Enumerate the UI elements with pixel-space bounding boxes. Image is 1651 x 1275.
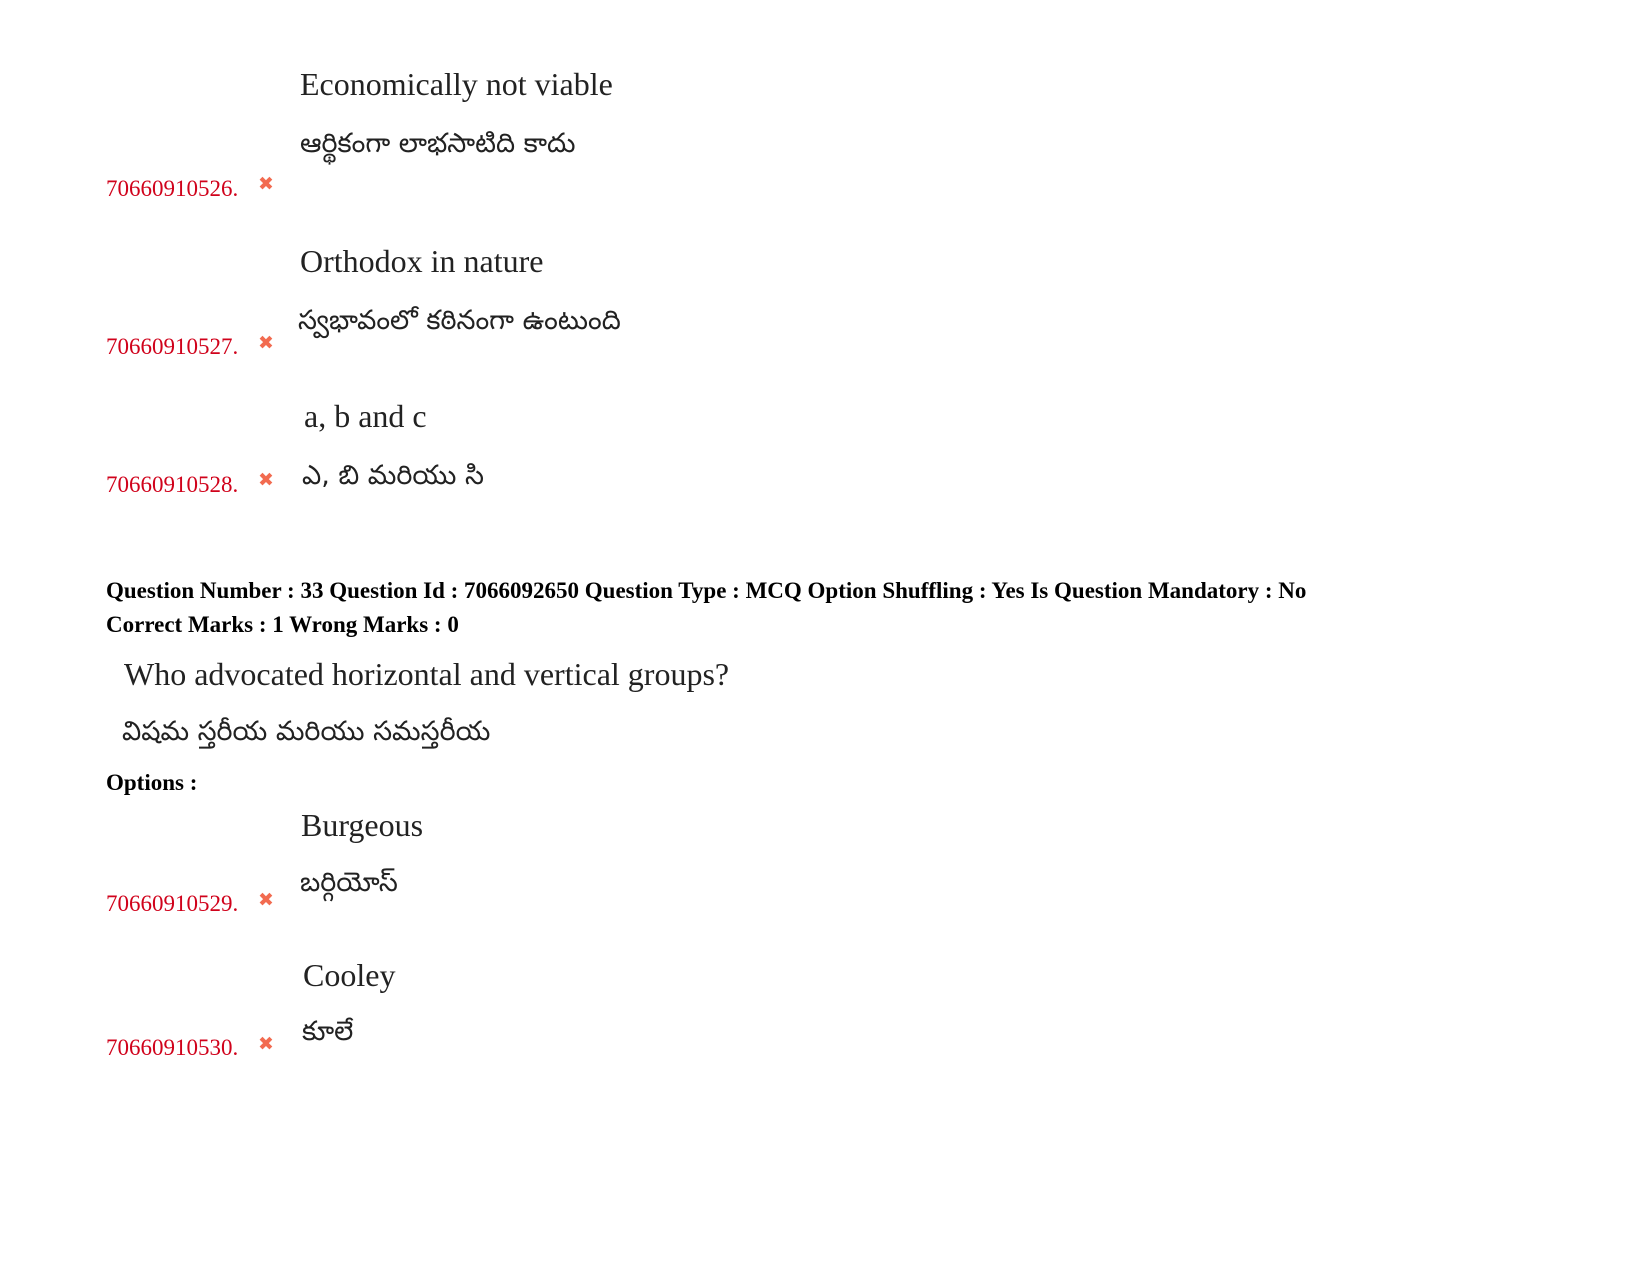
option-text-telugu: ఆర్థికంగా లాభసాటిది కాదు <box>300 128 576 159</box>
cross-icon: ✖ <box>258 173 274 195</box>
question-text-english: Who advocated horizontal and vertical groups? <box>124 656 730 692</box>
option-text-english: Orthodox in nature <box>300 243 544 279</box>
option-id: 70660910530. <box>106 1035 239 1060</box>
options-label: Options : <box>106 770 198 795</box>
question-text-telugu: విషమ స్తరీయ మరియు సమస్తరీయ <box>122 716 491 747</box>
cross-icon: ✖ <box>258 469 274 491</box>
option-text-english: Cooley <box>303 957 396 993</box>
cross-icon: ✖ <box>258 889 274 911</box>
cross-icon: ✖ <box>258 1033 274 1055</box>
option-id: 70660910528. <box>106 472 239 497</box>
option-text-telugu: స్వభావంలో కఠినంగా ఉంటుంది <box>298 305 621 336</box>
option-text-telugu: ఎ, బి మరియు సి <box>302 460 484 491</box>
cross-icon: ✖ <box>258 332 274 354</box>
option-id: 70660910527. <box>106 334 239 359</box>
question-header: Question Number : 33 Question Id : 7066092650 Question Type : MCQ Option Shuffling : Yes Is Question Mandatory : No <box>106 578 1307 603</box>
option-text-english: Economically not viable <box>300 66 613 102</box>
option-id: 70660910529. <box>106 891 239 916</box>
option-id: 70660910526. <box>106 176 239 201</box>
marks-header: Correct Marks : 1 Wrong Marks : 0 <box>106 612 459 637</box>
option-text-telugu: బర్గియోస్ <box>300 867 398 898</box>
option-text-english: Burgeous <box>301 807 424 843</box>
option-text-english: a, b and c <box>304 398 427 434</box>
option-text-telugu: కూలే <box>302 1016 354 1047</box>
